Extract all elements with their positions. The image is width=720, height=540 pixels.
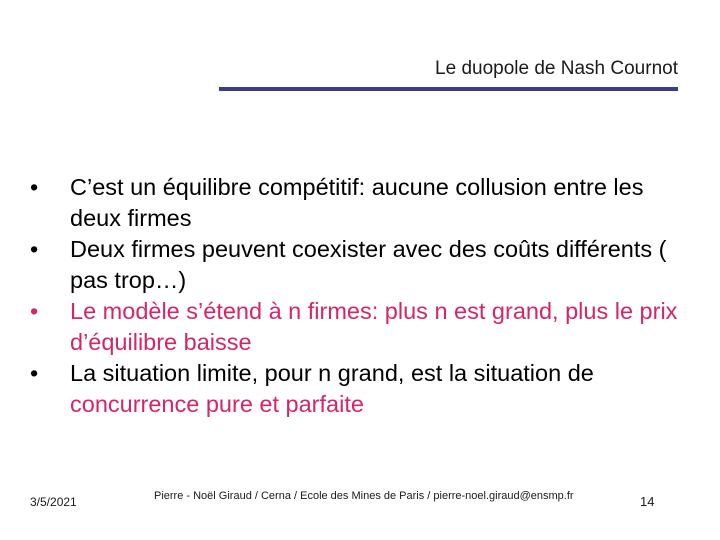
bullet-text: La situation limite, pour n grand, est la situation de (70, 360, 594, 386)
bullet-item-n-firms (30, 296, 690, 358)
footer-author: Pierre - Noël Giraud / Cerna / Ecole des Mines de Paris / pierre-noel.giraud@ensmp.fr (154, 490, 574, 502)
title-underline (219, 87, 678, 91)
bullet-dot: • (30, 360, 39, 386)
bullet-dot: • (30, 298, 39, 324)
bullet-dot: • (30, 236, 39, 262)
bullet-dot: • (30, 174, 39, 200)
bullet-text: Le modèle s’étend à n firmes: plus n est grand, plus le prix d’équilibre baisse (70, 298, 678, 355)
footer-date: 3/5/2021 (30, 495, 77, 509)
bullet-text: Deux firmes peuvent coexister avec des coûts différents ( pas trop…) (70, 236, 667, 293)
bullet-item-limit (30, 358, 690, 420)
page-number: 14 (640, 494, 655, 509)
bullet-item-collusion (30, 172, 690, 234)
bullet-text: C’est un équilibre compétitif: aucune collusion entre les deux firmes (70, 174, 644, 231)
bullet-highlight: concurrence pure et parfaite (70, 391, 364, 417)
bullet-list (30, 172, 690, 420)
slide-title: Le duopole de Nash Cournot (435, 58, 678, 79)
bullet-item-costs (30, 234, 690, 296)
